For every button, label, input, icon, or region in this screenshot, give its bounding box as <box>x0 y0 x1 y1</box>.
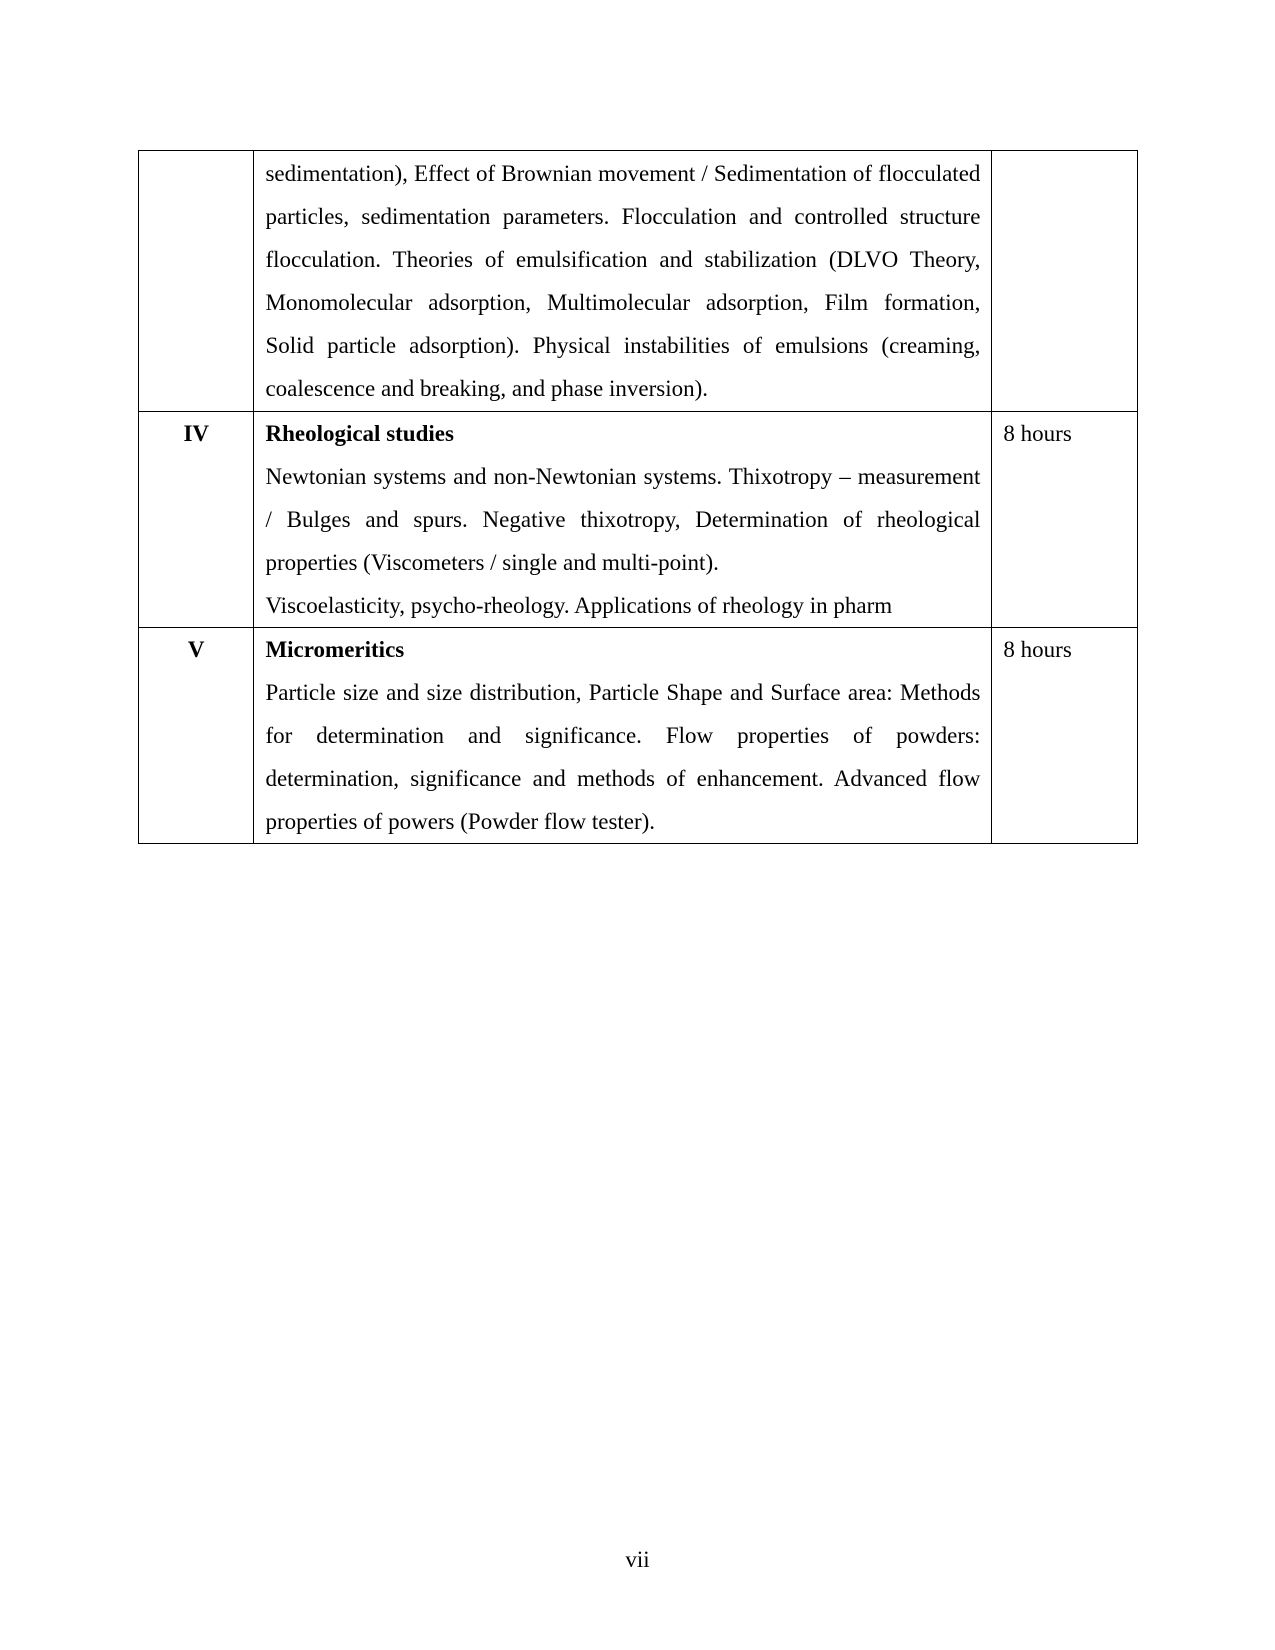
syllabus-table <box>138 150 1138 844</box>
content-cell <box>254 412 992 628</box>
content-cell <box>254 628 992 844</box>
table-row <box>139 151 1138 412</box>
hours-cell: 8 hours <box>992 628 1138 844</box>
table-row <box>139 412 1138 628</box>
unit-cell: IV <box>139 412 254 628</box>
unit-cell: V <box>139 628 254 844</box>
table-row <box>139 628 1138 844</box>
topic-body: Newtonian systems and non-Newtonian systems. Thixotropy – measurement / Bulges and spurs. Negative thixotropy, Determination of rheological properties (Viscometers / single and multi-point). <box>265 464 981 575</box>
hours-cell <box>992 151 1138 412</box>
content-cell <box>254 151 992 412</box>
topic-body-continued: Viscoelasticity, psycho-rheology. Applications of rheology in pharm <box>265 593 893 618</box>
page-number: vii <box>625 1547 650 1572</box>
topic-body: Particle size and size distribution, Particle Shape and Surface area: Methods for determination and significance. Flow properties of powders: determination, significance and methods of enhancement. Advanced flow properties of powers (Powder flow tester). <box>265 680 981 834</box>
topic-title: Rheological studies <box>265 421 454 446</box>
topic-title: Micromeritics <box>265 637 405 662</box>
unit-cell <box>139 151 254 412</box>
topic-body: sedimentation), Effect of Brownian movement / Sedimentation of flocculated particles, sedimentation parameters. Flocculation and controlled structure flocculation. Theories of emulsification and stabilization (DLVO Theory, Monomolecular adsorption, Multimolecular adsorption, Film formation, Solid particle adsorption). Physical instabilities of emulsions (creaming, coalescence and breaking, and phase inversion). <box>265 161 981 401</box>
hours-cell: 8 hours <box>992 412 1138 628</box>
